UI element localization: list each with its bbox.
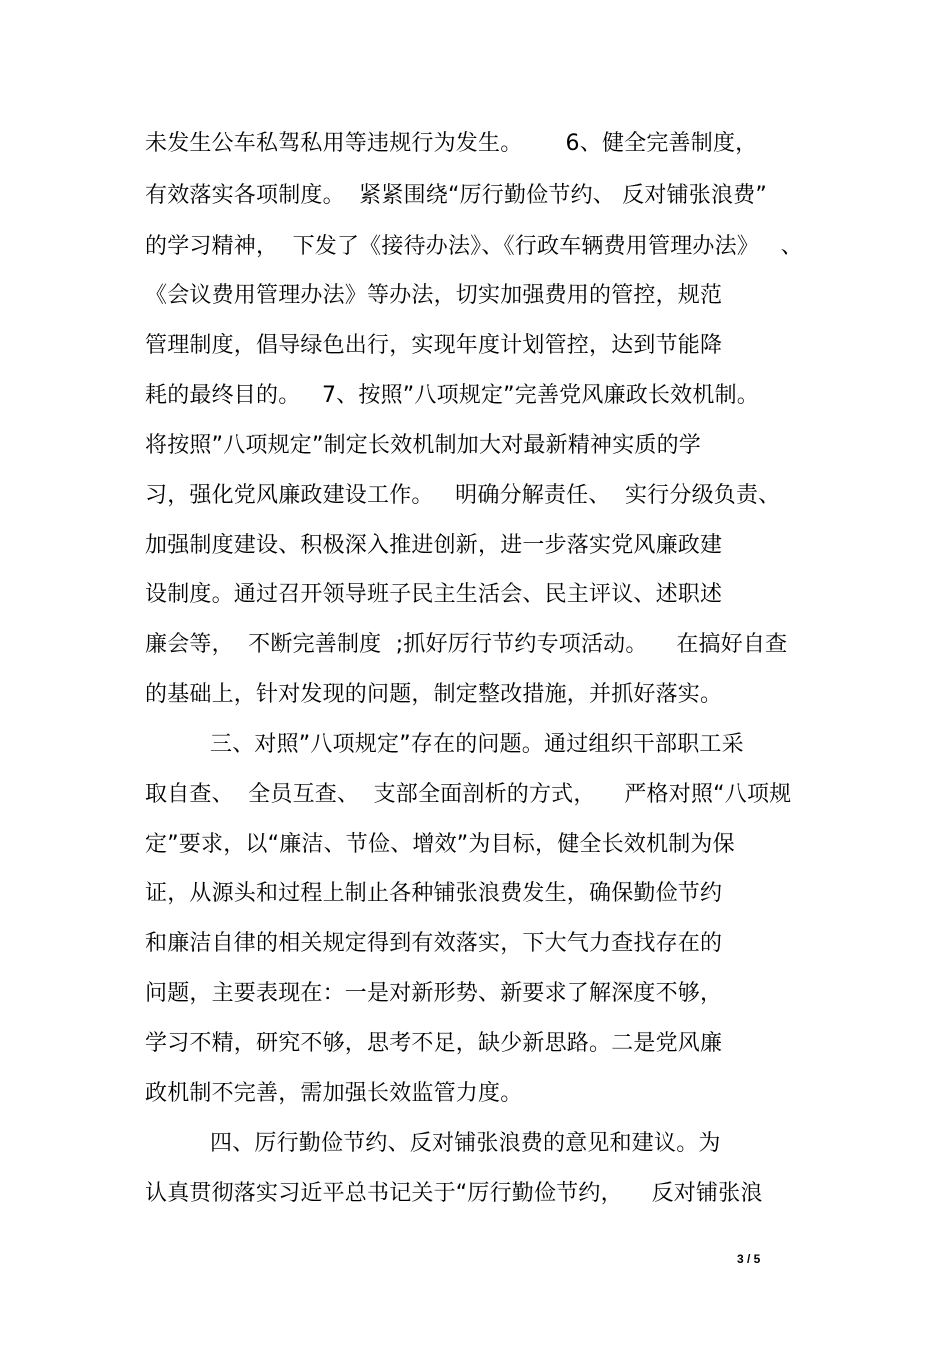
page-number: 3 / 5 <box>737 1252 761 1266</box>
paragraph-line: 《会议费用管理办法》等办法，切实加强费用的管控，规范 <box>145 283 723 308</box>
paragraph-line: 廉会等， 不断完善制度 ;抓好厉行节约专项活动。 在搞好自查 <box>145 632 788 657</box>
paragraph-line: 的基础上，针对发现的问题，制定整改措施，并抓好落实。 <box>145 682 723 707</box>
section-heading-line: 三、对照”八项规定”存在的问题。通过组织干部职工采 <box>210 732 744 757</box>
paragraph-line: 耗的最终目的。 7、按照”八项规定”完善党风廉政长效机制。 <box>145 383 759 408</box>
paragraph-line: 设制度。通过召开领导班子民主生活会、民主评议、述职述 <box>145 582 723 607</box>
paragraph-line: 将按照”八项规定”制定长效机制加大对最新精神实质的学 <box>145 433 701 458</box>
paragraph-line: 和廉洁自律的相关规定得到有效落实，下大气力查找存在的 <box>145 931 723 956</box>
paragraph-line: 定”要求，以“廉洁、节俭、增效”为目标，健全长效机制为保 <box>145 832 735 857</box>
paragraph-line: 习，强化党风廉政建设工作。 明确分解责任、 实行分级负责、 <box>145 483 781 508</box>
paragraph-line: 政机制不完善，需加强长效监管力度。 <box>145 1081 523 1106</box>
paragraph-line: 管理制度，倡导绿色出行，实现年度计划管控，达到节能降 <box>145 333 723 358</box>
paragraph-line: 有效落实各项制度。 紧紧围绕“厉行勤俭节约、 反对铺张浪费” <box>145 183 767 208</box>
paragraph-line: 证，从源头和过程上制止各种铺张浪费发生，确保勤俭节约 <box>145 881 723 906</box>
paragraph-line: 学习不精，研究不够，思考不足，缺少新思路。二是党风廉 <box>145 1031 723 1056</box>
paragraph-line: 加强制度建设、积极深入推进创新，进一步落实党风廉政建 <box>145 533 723 558</box>
paragraph-line: 问题，主要表现在：一是对新形势、新要求了解深度不够， <box>145 981 723 1006</box>
paragraph-line: 取自查、 全员互查、 支部全面剖析的方式， 严格对照“八项规 <box>145 782 792 807</box>
paragraph-line: 的学习精神， 下发了《接待办法》、《行政车辆费用管理办法》 、 <box>145 234 803 259</box>
paragraph-line: 认真贯彻落实习近平总书记关于“厉行勤俭节约， 反对铺张浪 <box>145 1181 763 1206</box>
paragraph-line: 未发生公车私驾私用等违规行为发生。 6、健全完善制度， <box>145 131 758 156</box>
section-heading-line: 四、厉行勤俭节约、反对铺张浪费的意见和建议。为 <box>210 1131 721 1156</box>
